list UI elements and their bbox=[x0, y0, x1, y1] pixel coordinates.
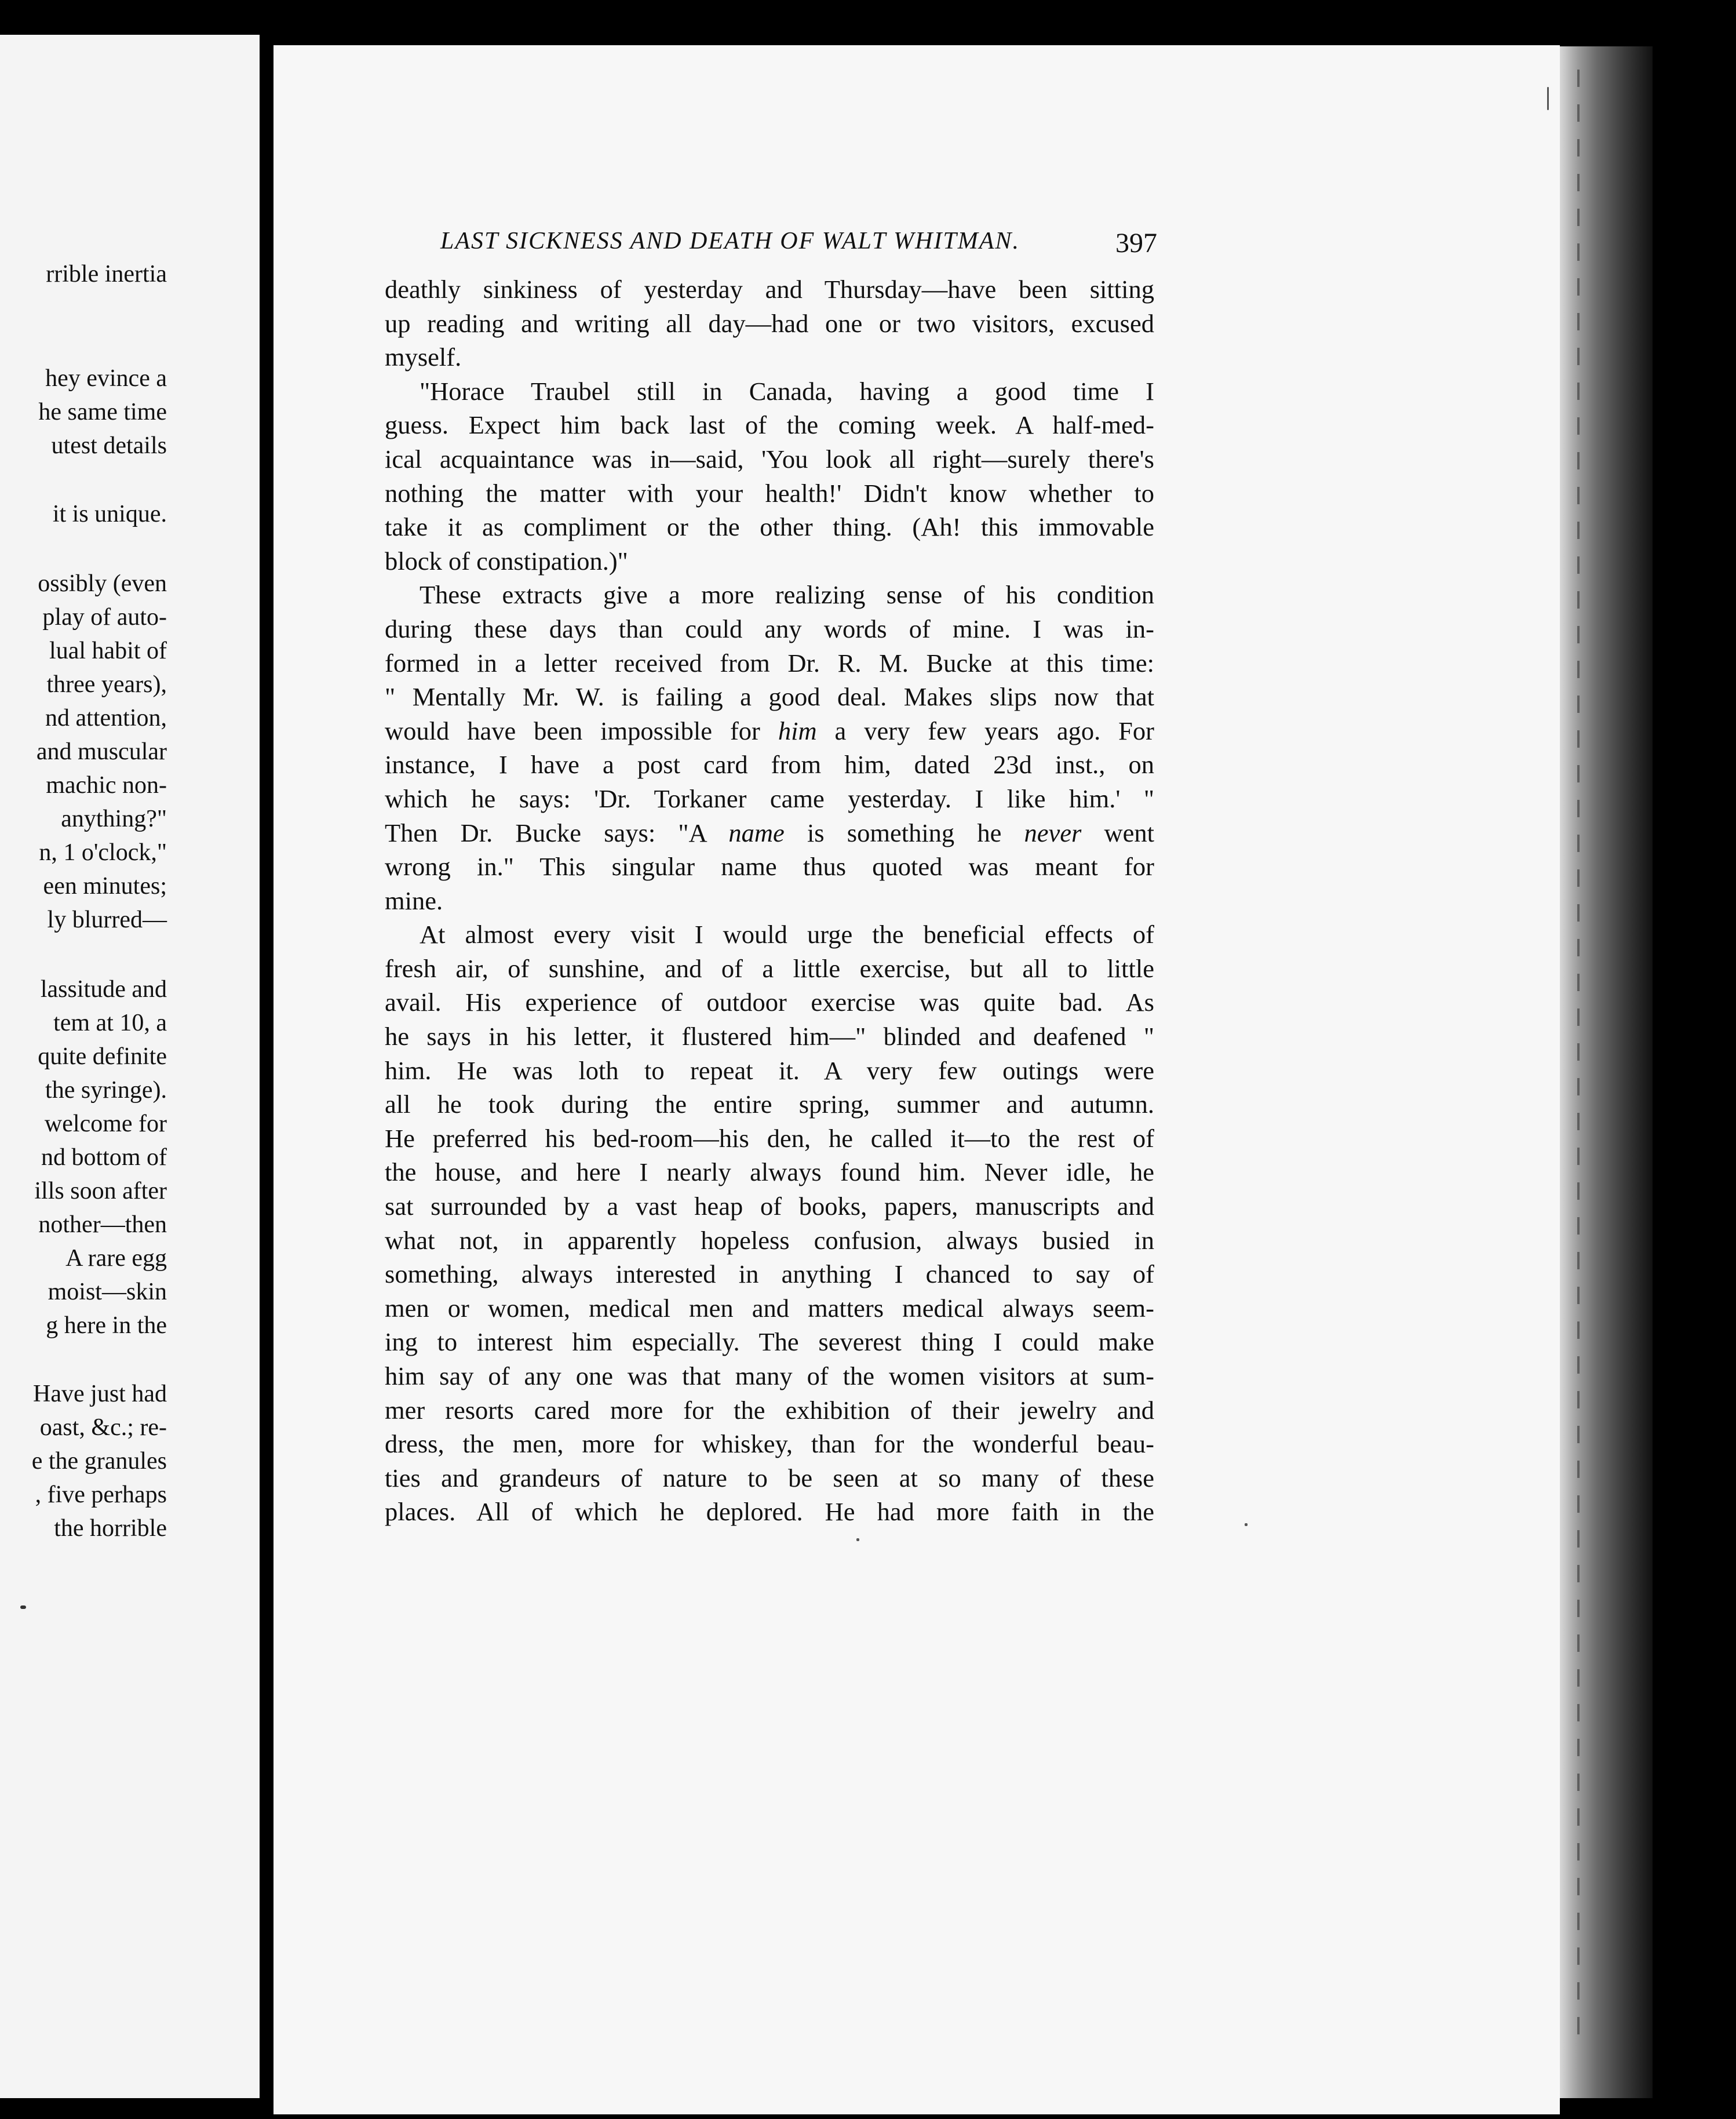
left-page-line: he same time bbox=[38, 399, 167, 425]
left-page-line: n, 1 o'clock," bbox=[39, 839, 167, 866]
text-segment: a very few years ago. For bbox=[816, 716, 1154, 745]
text-line: ties and grandeurs of nature to be seen at so many of these bbox=[385, 1463, 1154, 1492]
text-line: ing to interest him especially. The severest thing I could make bbox=[385, 1327, 1154, 1357]
text-segment: went bbox=[1081, 818, 1155, 847]
text-line: mer resorts cared more for the exhibition of their jewelry and bbox=[385, 1395, 1154, 1425]
text-line: fresh air, of sunshine, and of a little exercise, but all to little bbox=[385, 953, 1154, 983]
left-page-line: nd bottom of bbox=[41, 1144, 167, 1171]
left-page-line: een minutes; bbox=[43, 873, 167, 900]
text-line: he says in his letter, it flustered him—" blinded and deafened " bbox=[385, 1022, 1154, 1051]
text-line: nothing the matter with your health!' Didn't know whether to bbox=[385, 478, 1154, 508]
page-number: 397 bbox=[1115, 228, 1157, 258]
text-line: which he says: 'Dr. Torkaner came yesterday. I like him.' " bbox=[385, 784, 1154, 813]
left-page-line: hey evince a bbox=[45, 365, 167, 392]
text-line: all he took during the entire spring, summer and autumn. bbox=[385, 1090, 1154, 1119]
page-edges bbox=[1560, 46, 1653, 2098]
text-line: instance, I have a post card from him, dated 23d inst., on bbox=[385, 750, 1154, 780]
left-page-line: nother—then bbox=[38, 1211, 167, 1238]
left-page-line: ly blurred— bbox=[47, 906, 167, 933]
ink-speck bbox=[20, 1605, 26, 1609]
text-line bbox=[385, 816, 1154, 850]
text-line: what not, in apparently hopeless confusion, always busied in bbox=[385, 1225, 1154, 1255]
text-line bbox=[385, 714, 1154, 748]
left-page-line: ills soon after bbox=[34, 1178, 167, 1204]
left-page-line: oast, &c.; re- bbox=[39, 1414, 167, 1441]
left-page-line: A rare egg bbox=[65, 1245, 167, 1272]
left-page-line: anything?" bbox=[61, 806, 167, 832]
left-page-line: three years), bbox=[46, 671, 167, 698]
left-page-line: tem at 10, a bbox=[53, 1010, 167, 1036]
text-segment: Then Dr. Bucke says: "A bbox=[385, 818, 729, 847]
text-line: sat surrounded by a vast heap of books, papers, manuscripts and bbox=[385, 1192, 1154, 1221]
left-page-line: quite definite bbox=[38, 1043, 167, 1070]
text-line: At almost every visit I would urge the beneficial effects of bbox=[420, 920, 1154, 949]
book-gutter bbox=[260, 0, 273, 2119]
text-line: the house, and here I nearly always found him. Never idle, he bbox=[385, 1157, 1154, 1187]
text-line: "Horace Traubel still in Canada, having a good time I bbox=[420, 376, 1154, 406]
running-head: LAST SICKNESS AND DEATH OF WALT WHITMAN. bbox=[440, 228, 1020, 254]
left-page-line: welcome for bbox=[44, 1111, 167, 1137]
text-line: men or women, medical men and matters medical always seem- bbox=[385, 1293, 1154, 1323]
left-page-line: g here in the bbox=[46, 1312, 167, 1339]
left-page-line: ossibly (even bbox=[38, 570, 167, 597]
left-page-line: , five perhaps bbox=[35, 1481, 167, 1508]
left-page-line: it is unique. bbox=[52, 501, 167, 527]
text-line: He preferred his bed-room—his den, he called it—to the rest of bbox=[385, 1123, 1154, 1153]
left-page-line: moist—skin bbox=[48, 1279, 167, 1305]
left-page-line: and muscular bbox=[36, 738, 167, 765]
left-page-line: the syringe). bbox=[45, 1077, 167, 1104]
text-line: formed in a letter received from Dr. R. M. Bucke at this time: bbox=[385, 648, 1154, 678]
text-line: wrong in." This singular name thus quoted was meant for bbox=[385, 852, 1154, 882]
left-page-line: lual habit of bbox=[49, 638, 167, 664]
text-line: dress, the men, more for whiskey, than for the wonderful beau- bbox=[385, 1429, 1154, 1459]
ink-speck bbox=[1547, 87, 1549, 110]
text-line: avail. His experience of outdoor exercise was quite bad. As bbox=[385, 988, 1154, 1017]
left-page-line: machic non- bbox=[46, 772, 167, 799]
text-line: ical acquaintance was in—said, 'You look all right—surely there's bbox=[385, 444, 1154, 474]
text-line: places. All of which he deplored. He had more faith in the bbox=[385, 1497, 1154, 1527]
text-line: him. He was loth to repeat it. A very few outings were bbox=[385, 1055, 1154, 1085]
italic-word: him bbox=[778, 716, 817, 745]
left-page-line: e the granules bbox=[31, 1448, 167, 1474]
ink-speck bbox=[1245, 1523, 1248, 1526]
left-page-line: utest details bbox=[51, 432, 167, 459]
text-line: up reading and writing all day—had one or two visitors, excused bbox=[385, 308, 1154, 338]
left-page-line: play of auto- bbox=[42, 604, 167, 631]
text-segment: is something he bbox=[784, 818, 1024, 847]
text-line: guess. Expect him back last of the coming week. A half-med- bbox=[385, 410, 1154, 440]
text-line: during these days than could any words of mine. I was in- bbox=[385, 614, 1154, 643]
text-line: block of constipation.)" bbox=[385, 546, 628, 576]
ink-speck bbox=[856, 1538, 859, 1541]
italic-word: never bbox=[1024, 818, 1082, 847]
body-text bbox=[385, 272, 1154, 1529]
text-line: myself. bbox=[385, 343, 462, 372]
text-line: " Mentally Mr. W. is failing a good deal. Makes slips now that bbox=[385, 682, 1154, 712]
text-line: mine. bbox=[385, 886, 443, 915]
left-page-line: nd attention, bbox=[45, 705, 167, 731]
left-page-line: rrible inertia bbox=[46, 261, 167, 287]
left-facing-page bbox=[0, 35, 261, 2098]
left-page-line: lassitude and bbox=[40, 976, 167, 1003]
text-line: something, always interested in anything I chanced to say of bbox=[385, 1259, 1154, 1289]
text-line: him say of any one was that many of the women visitors at sum- bbox=[385, 1361, 1154, 1390]
left-page-line: the horrible bbox=[54, 1515, 167, 1542]
text-line: take it as compliment or the other thing. (Ah! this immovable bbox=[385, 512, 1154, 542]
left-page-line: Have just had bbox=[33, 1381, 167, 1407]
text-line: deathly sinkiness of yesterday and Thursday—have been sitting bbox=[385, 275, 1154, 304]
text-segment: would have been impossible for bbox=[385, 716, 778, 745]
text-line: These extracts give a more realizing sense of his condition bbox=[420, 580, 1154, 610]
italic-word: name bbox=[728, 818, 785, 847]
